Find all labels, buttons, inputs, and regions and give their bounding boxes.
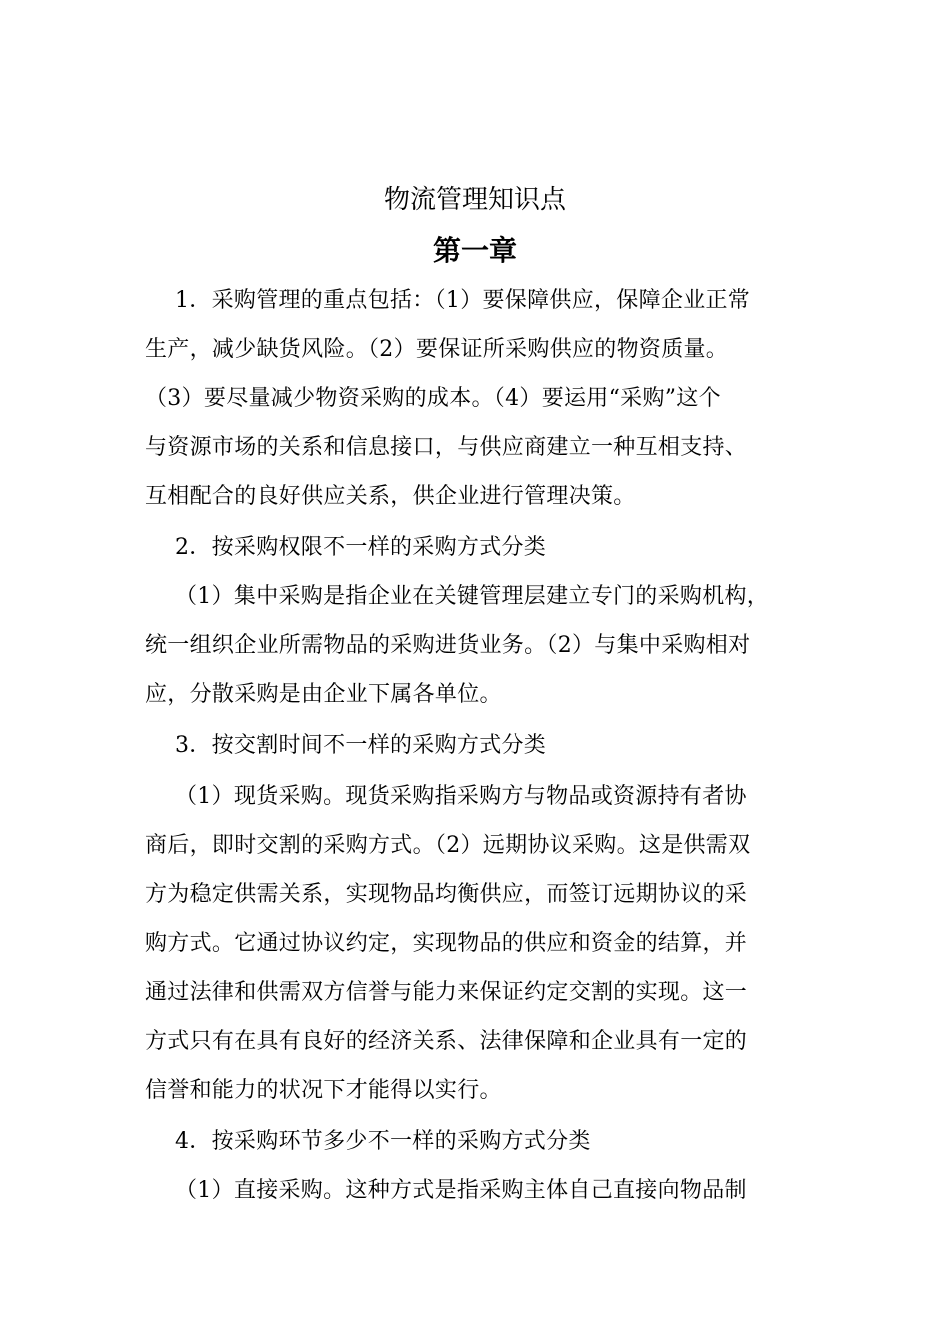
text-line: 1．采购管理的重点包括：（1）要保障供应，保障企业正常: [175, 288, 751, 313]
text-line: （1）现货采购。现货采购指采购方与物品或资源持有者协: [175, 784, 747, 809]
section-heading: 4．按采购环节多少不一样的采购方式分类: [175, 1129, 591, 1154]
document-title: 物流管理知识点: [383, 185, 566, 215]
text-line: 商后，即时交割的采购方式。（2）远期协议采购。这是供需双: [145, 833, 751, 858]
text-line: 方为稳定供需关系，实现物品均衡供应，而签订远期协议的采: [145, 882, 748, 907]
text-line: 应，分散采购是由企业下属各单位。: [145, 682, 502, 707]
text-line: （3）要尽量减少物资采购的成本。（4）要运用“采购”这个: [145, 386, 721, 411]
chapter-heading: 第一章: [432, 234, 517, 267]
text-line: 方式只有在具有良好的经济关系、法律保障和企业具有一定的: [145, 1029, 748, 1054]
text-line: 互相配合的良好供应关系，供企业进行管理决策。: [145, 484, 636, 509]
section-heading: 2．按采购权限不一样的采购方式分类: [175, 535, 547, 560]
text-line: 与资源市场的关系和信息接口，与供应商建立一种互相支持、: [145, 435, 748, 460]
text-line: （1）直接采购。这种方式是指采购主体自己直接向物品制: [175, 1178, 747, 1203]
text-line: 通过法律和供需双方信誉与能力来保证约定交割的实现。这一: [145, 980, 748, 1005]
text-line: 购方式。它通过协议约定，实现物品的供应和资金的结算，并: [145, 931, 748, 956]
text-line: 信誉和能力的状况下才能得以实行。: [145, 1078, 502, 1103]
text-line: 生产，减少缺货风险。（2）要保证所采购供应的物资质量。: [145, 337, 729, 362]
section-heading: 3．按交割时间不一样的采购方式分类: [175, 733, 547, 758]
text-line: （1）集中采购是指企业在关键管理层建立专门的采购机构，: [175, 584, 770, 609]
text-line: 统一组织企业所需物品的采购进货业务。（2）与集中采购相对: [145, 633, 751, 658]
